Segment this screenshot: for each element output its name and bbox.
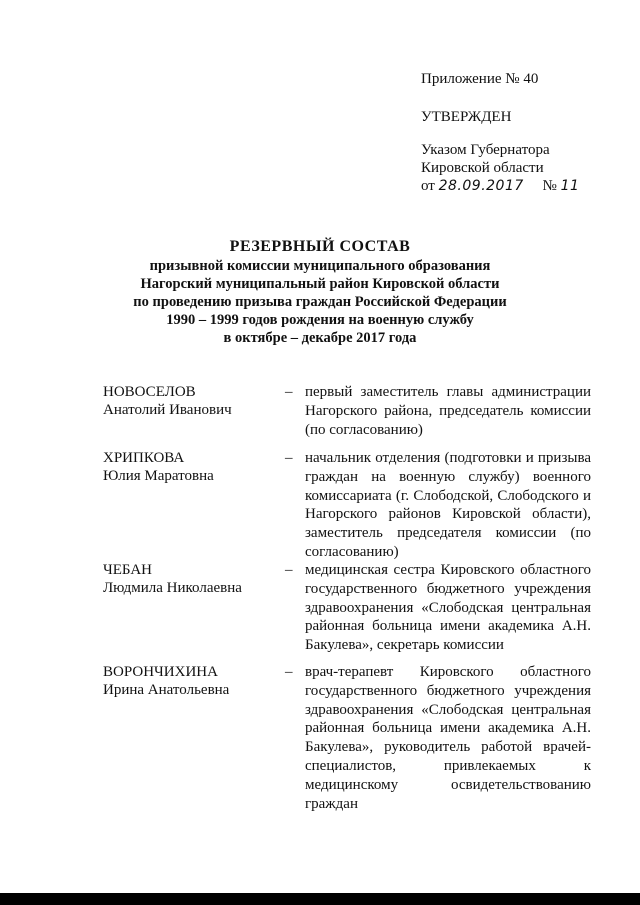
member-given-name: Ирина Анатольевна — [103, 682, 230, 698]
member-surname: ЧЕБАН — [103, 562, 152, 578]
member-dash: – — [285, 384, 293, 400]
document-title: РЕЗЕРВНЫЙ СОСТАВ — [229, 238, 411, 255]
member-role: врач-терапевт Кировского областного государственного бюджетного учреждения здравоохранения «Слободская центральная районная больница имени академика А.Н. Бакулева», руководитель работой врачей-специалистов, привлекаемых к медицинскому освидетельствованию граждан — [305, 664, 591, 812]
number-prefix: № — [542, 178, 557, 194]
member-surname: НОВОСЕЛОВ — [103, 384, 196, 400]
member-dash: – — [285, 562, 293, 578]
member-role: начальник отделения (подготовки и призыва граждан на военную службу) военного комиссариата (г. Слободской, Слободского и Нагорского районов Кировской области), заместитель председателя комиссии (по согласованию) — [305, 450, 591, 560]
member-dash: – — [285, 450, 293, 466]
member-name — [103, 663, 273, 699]
handwritten-date: 28.09.2017 — [438, 178, 524, 194]
decree-line-1: Указом Губернатора — [421, 142, 550, 158]
approved-label: УТВЕРЖДЕН — [421, 109, 512, 125]
member-role: медицинская сестра Кировского областного государственного бюджетного учреждения здравоохранения «Слободская центральная районная больница имени академика А.Н. Бакулева», секретарь комиссии — [305, 562, 591, 654]
heading-line-5: в октябре – декабре 2017 года — [223, 330, 417, 346]
member-dash: – — [285, 664, 293, 680]
decree-line-2: Кировской области — [421, 160, 544, 176]
member-name — [103, 449, 273, 485]
member-given-name: Юлия Маратовна — [103, 468, 214, 484]
approval-block — [421, 70, 621, 195]
heading-line-2: Нагорский муниципальный район Кировской области — [140, 276, 500, 292]
heading-line-3: по проведению призыва граждан Российской Федерации — [133, 294, 507, 310]
member-role: первый заместитель главы администрации Нагорского района, председатель комиссии (по согласованию) — [305, 384, 591, 438]
scan-border-bar — [0, 893, 640, 905]
heading-line-1: призывной комиссии муниципального образования — [149, 258, 491, 274]
decree-date-line — [421, 177, 621, 195]
member-surname: ВОРОНЧИХИНА — [103, 664, 218, 680]
member-name — [103, 383, 273, 419]
document-heading — [0, 237, 640, 347]
member-given-name: Людмила Николаевна — [103, 580, 242, 596]
member-name — [103, 561, 273, 597]
heading-line-4: 1990 – 1999 годов рождения на военную службу — [166, 312, 474, 328]
date-prefix: от — [421, 178, 435, 194]
handwritten-number: 11 — [560, 178, 580, 194]
appendix-label: Приложение № 40 — [421, 71, 539, 87]
member-given-name: Анатолий Иванович — [103, 402, 232, 418]
member-surname: ХРИПКОВА — [103, 450, 185, 466]
